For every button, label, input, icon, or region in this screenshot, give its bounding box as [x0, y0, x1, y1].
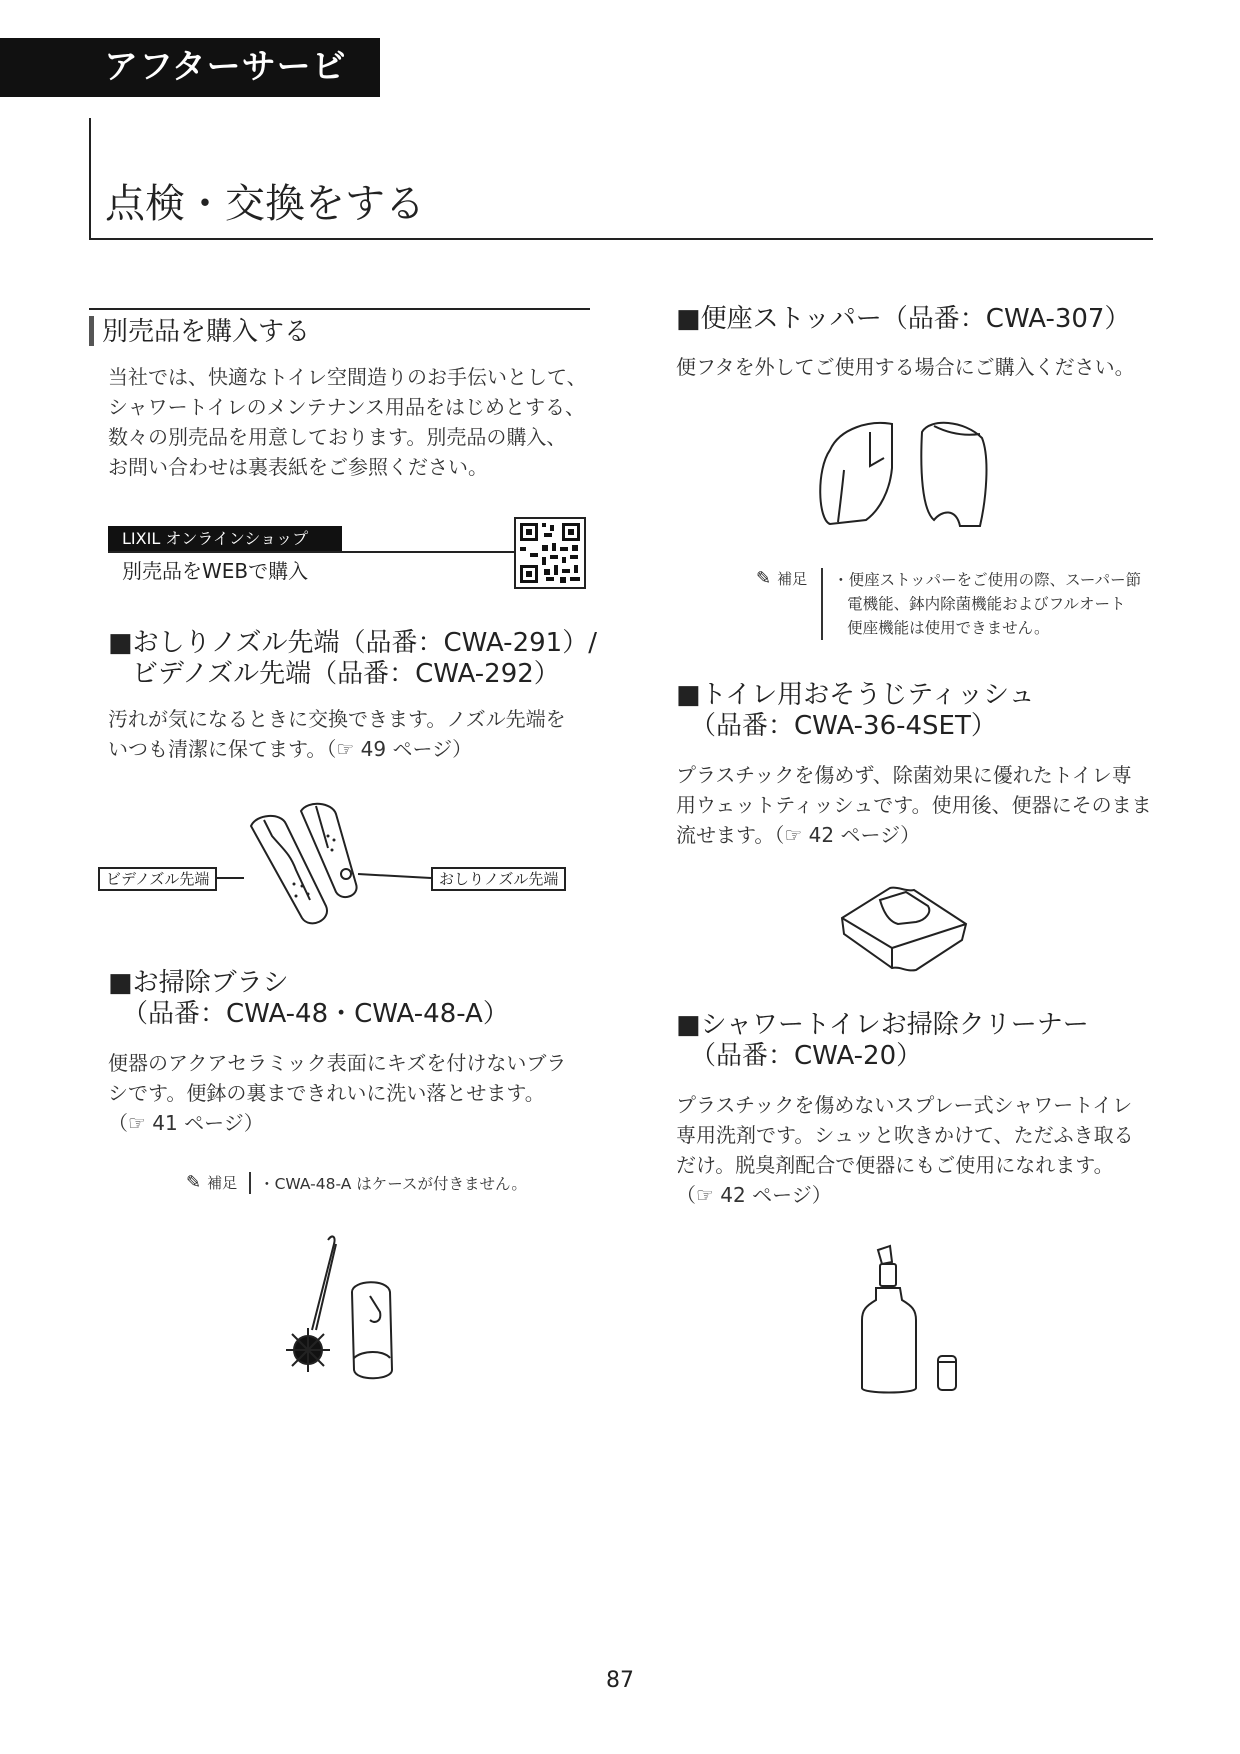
desc-line: プラスチックを傷めないスプレー式シャワートイレ [676, 1093, 1133, 1117]
tissue-title-line: ■トイレ用おそうじティッシュ [676, 680, 1035, 710]
desc-line: 流せます。（☞ 42 ページ） [676, 823, 921, 847]
cleaner-title-line: ■シャワートイレお掃除クリーナー [676, 1010, 1089, 1040]
cleaner-desc [676, 1090, 1134, 1210]
brush-title-line: （品番：CWA-48・CWA-48-A） [122, 999, 509, 1029]
brush-note [186, 1172, 527, 1196]
oshiri-nozzle-label: おしりノズル先端 [431, 867, 566, 891]
tissue-title-line: （品番：CWA-36-4SET） [690, 711, 997, 741]
section-intro [108, 362, 587, 482]
brush-illustration [270, 1230, 420, 1390]
desc-line: いつも清潔に保てます。（☞ 49 ページ） [108, 737, 473, 761]
intro-line: 当社では、快適なトイレ空間造りのお手伝いとして、 [108, 365, 587, 389]
tissue-title [676, 680, 1035, 742]
tissue-desc [676, 760, 1152, 850]
desc-line: 汚れが気になるときに交換できます。ノズル先端を [108, 707, 566, 731]
note-line: 電機能、鉢内除菌機能およびフルオート [847, 595, 1126, 613]
stopper-title: ■便座ストッパー（品番：CWA-307） [676, 304, 1131, 334]
pencil-icon: ✎ [186, 1172, 202, 1193]
nozzle-title-line: ■おしりノズル先端（品番：CWA-291）/ [108, 628, 597, 658]
desc-line: シです。便鉢の裏まできれいに洗い落とせます。 [108, 1081, 545, 1105]
desc-line: （☞ 42 ページ） [676, 1183, 832, 1207]
note-divider [249, 1172, 251, 1194]
intro-line: シャワートイレのメンテナンス用品をはじめとする、 [108, 395, 585, 419]
section-heading-rule [89, 308, 590, 310]
tissue-illustration [836, 876, 976, 976]
online-shop-label[interactable]: LIXIL オンラインショップ [108, 526, 342, 552]
note-label: 補足 [777, 570, 808, 588]
stopper-note [756, 568, 1141, 640]
nozzle-title [108, 628, 597, 690]
online-shop-rule [108, 551, 514, 553]
nozzle-title-line: ビデノズル先端（品番：CWA-292） [132, 659, 560, 689]
brush-desc [108, 1048, 566, 1138]
intro-line: お問い合わせは裏表紙をご参照ください。 [108, 455, 488, 479]
section-heading-bar [89, 316, 94, 346]
stopper-desc: 便フタを外してご使用する場合にご購入ください。 [676, 355, 1135, 379]
desc-line: （☞ 41 ページ） [108, 1111, 264, 1135]
brush-title-line: ■お掃除ブラシ [108, 968, 289, 998]
cleaner-title-line: （品番：CWA-20） [690, 1041, 923, 1071]
section-heading: 別売品を購入する [102, 317, 311, 347]
desc-line: 専用洗剤です。シュッと吹きかけて、ただふき取る [676, 1123, 1134, 1147]
brush-title [108, 968, 509, 1030]
desc-line: だけ。脱臭剤配合で便器にもご使用になれます。 [676, 1153, 1114, 1177]
title-rule-horizontal [89, 238, 1153, 240]
section-tab: アフターサービス [0, 38, 380, 97]
nozzle-desc [108, 704, 566, 764]
online-shop-text[interactable]: 別売品をWEBで購入 [122, 559, 309, 583]
note-text: ・CWA-48-A はケースが付きません。 [259, 1175, 527, 1193]
qr-code-icon[interactable] [514, 517, 586, 589]
page-title: 点検・交換をする [105, 181, 425, 227]
note-line: ・便座ストッパーをご使用の際、スーパー節 [833, 571, 1142, 589]
stopper-illustration [810, 410, 1010, 540]
intro-line: 数々の別売品を用意しております。別売品の購入、 [108, 425, 567, 449]
desc-line: 用ウェットティッシュです。使用後、便器にそのまま [676, 793, 1152, 817]
note-text [833, 568, 1141, 640]
page-number: 87 [606, 1668, 634, 1693]
pencil-icon: ✎ [756, 568, 772, 589]
title-rule-vertical [89, 118, 91, 240]
note-divider [821, 568, 823, 640]
cleaner-title [676, 1010, 1089, 1072]
desc-line: プラスチックを傷めず、除菌効果に優れたトイレ専 [676, 763, 1132, 787]
cleaner-illustration [850, 1240, 970, 1400]
bidet-nozzle-label: ビデノズル先端 [98, 867, 217, 891]
note-line: 便座機能は使用できません。 [847, 619, 1050, 637]
desc-line: 便器のアクアセラミック表面にキズを付けないブラ [108, 1051, 567, 1075]
note-label: 補足 [207, 1174, 238, 1192]
